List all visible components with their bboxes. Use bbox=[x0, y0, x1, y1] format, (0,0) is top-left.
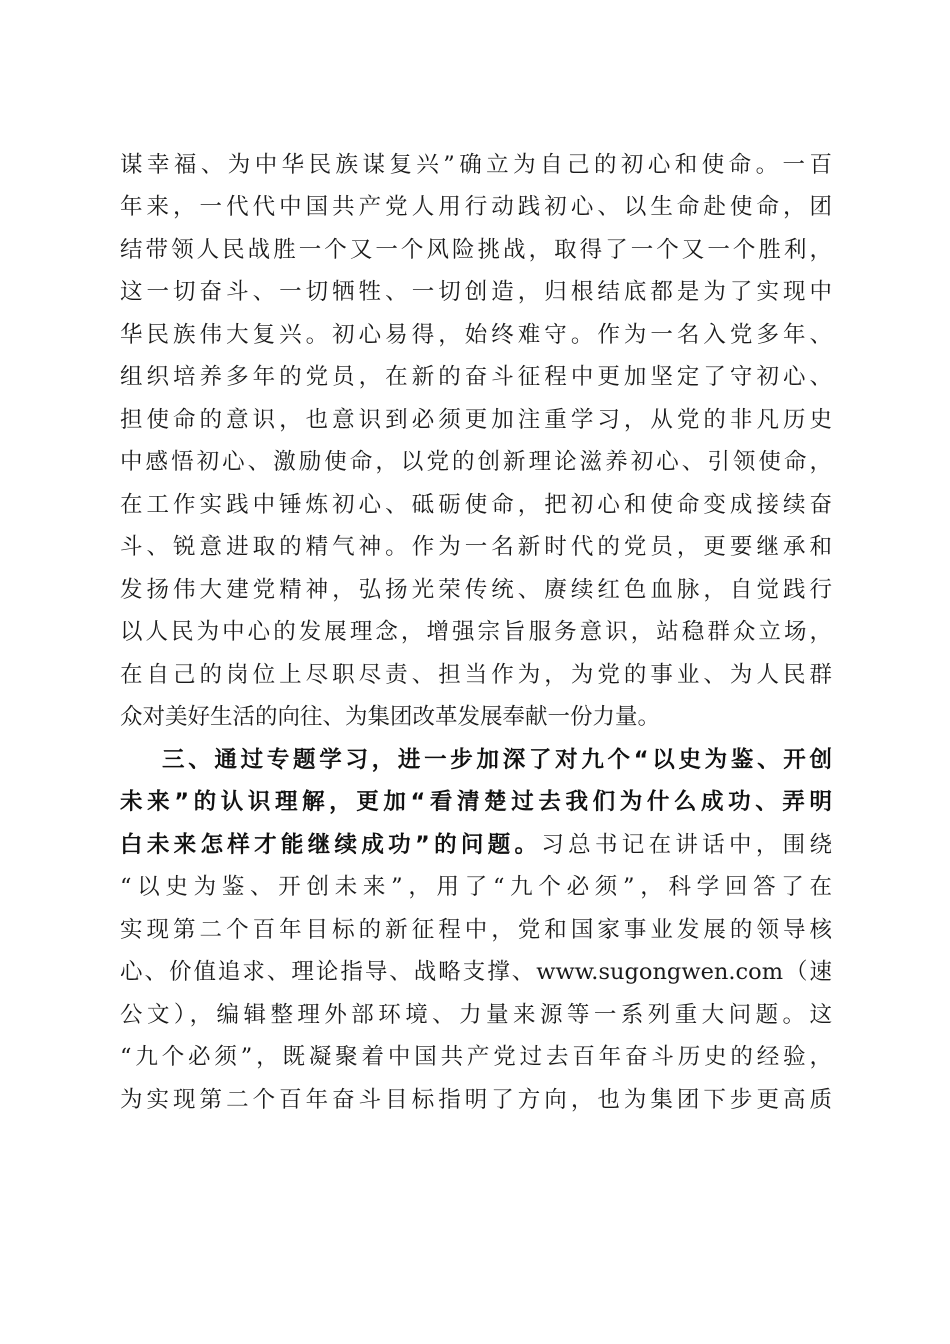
paragraph-line: 华民族伟大复兴。初心易得，始终难守。作为一名入党多年、 bbox=[120, 322, 832, 348]
paragraph-line: 年来，一代代中国共产党人用行动践初心、以生命赴使命，团 bbox=[120, 194, 832, 220]
paragraph-line: 担使命的意识，也意识到必须更加注重学习，从党的非凡历史 bbox=[120, 407, 832, 433]
paragraph-line: 在工作实践中锤炼初心、砥砺使命，把初心和使命变成接续奋 bbox=[120, 492, 832, 518]
paragraph-line-mixed bbox=[120, 830, 832, 860]
paragraph-line: 众对美好生活的向往、为集团改革发展奉献一份力量。 bbox=[120, 704, 661, 730]
section-heading-line: 未来”的认识理解，更加“看清楚过去我们为什么成功、弄明 bbox=[120, 789, 832, 815]
paragraph-line: 组织培养多年的党员，在新的奋斗征程中更加坚定了守初心、 bbox=[120, 364, 832, 390]
paragraph-line: “以史为鉴、开创未来”，用了“九个必须”，科学回答了在 bbox=[120, 874, 832, 900]
paragraph-line: 公文），编辑整理外部环境、力量来源等一系列重大问题。这 bbox=[120, 1002, 832, 1028]
paragraph-line: 以人民为中心的发展理念，增强宗旨服务意识，站稳群众立场， bbox=[120, 619, 832, 645]
paragraph-line: 为实现第二个百年奋斗目标指明了方向，也为集团下步更高质 bbox=[120, 1087, 832, 1113]
paragraph-line: 实现第二个百年目标的新征程中，党和国家事业发展的领导核 bbox=[120, 917, 832, 943]
section-heading-line: 三、通过专题学习，进一步加深了对九个“以史为鉴、开创 bbox=[162, 747, 832, 773]
paragraph-line: 在自己的岗位上尽职尽责、担当作为，为党的事业、为人民群 bbox=[120, 662, 832, 688]
paragraph-line: 中感悟初心、激励使命，以党的创新理论滋养初心、引领使命， bbox=[120, 449, 832, 475]
paragraph-line: 发扬伟大建党精神，弘扬光荣传统、赓续红色血脉，自觉践行 bbox=[120, 577, 832, 603]
paragraph-line: “九个必须”，既凝聚着中国共产党过去百年奋斗历史的经验， bbox=[120, 1044, 832, 1070]
section-heading-tail: 白未来怎样才能继续成功”的问题。 bbox=[120, 832, 542, 858]
paragraph-text: 习总书记在讲话中，围绕 bbox=[541, 832, 832, 858]
paragraph-line: 这一切奋斗、一切牺牲、一切创造，归根结底都是为了实现中 bbox=[120, 279, 832, 305]
paragraph-line: 斗、锐意进取的精气神。作为一名新时代的党员，更要继承和 bbox=[120, 534, 832, 560]
paragraph-line: 心、价值追求、理论指导、战略支撑、www.sugongwen.com（速 bbox=[120, 959, 832, 985]
paragraph-line: 谋幸福、为中华民族谋复兴”确立为自己的初心和使命。一百 bbox=[120, 152, 832, 178]
paragraph-line: 结带领人民战胜一个又一个风险挑战，取得了一个又一个胜利， bbox=[120, 237, 832, 263]
